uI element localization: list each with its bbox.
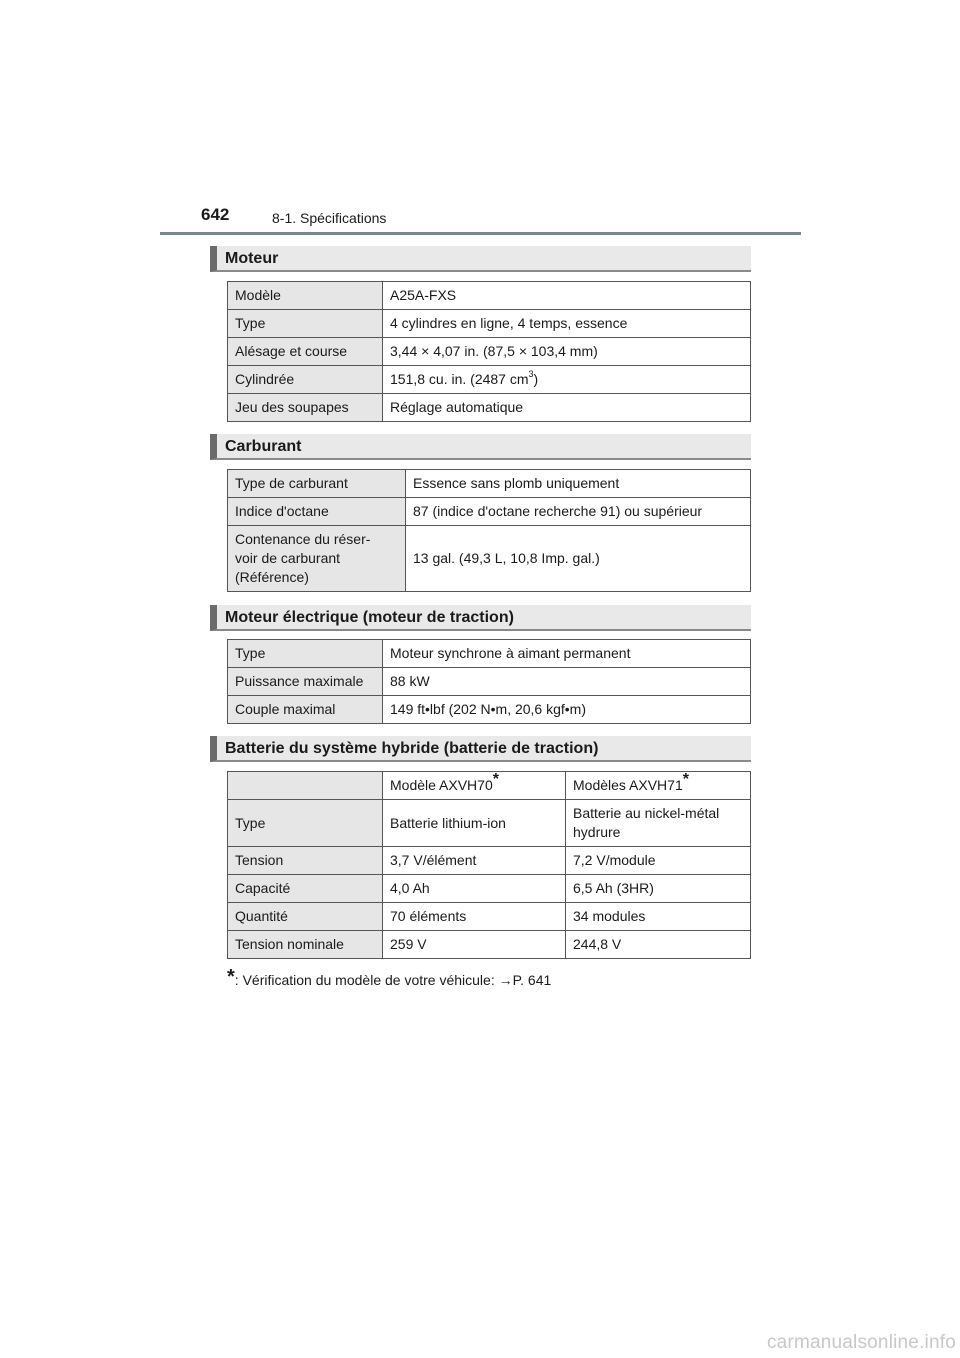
row-label: Jeu des soupapes	[228, 394, 383, 422]
value-line	[573, 804, 743, 823]
row-value: 149 ft•lbf (202 N•m, 20,6 kgf•m)	[383, 696, 751, 724]
table-batterie	[227, 771, 751, 959]
row-value: 87 (indice d'octane recherche 91) ou supérieur	[406, 498, 751, 526]
table-row	[228, 903, 751, 931]
label-line: voir de carburant	[235, 550, 341, 566]
row-value: A25A-FXS	[383, 282, 751, 310]
column-header-text: Modèle AXVH70	[390, 777, 493, 793]
row-value: 3,44 × 4,07 in. (87,5 × 103,4 mm)	[383, 338, 751, 366]
table-moteur	[227, 281, 751, 422]
row-value: Réglage automatique	[383, 394, 751, 422]
row-label: Cylindrée	[228, 366, 383, 394]
label-line: (Référence)	[235, 569, 309, 585]
row-value: 88 kW	[383, 668, 751, 696]
value-text: )	[533, 371, 539, 387]
section-heading-moteur-electrique: Moteur électrique (moteur de traction)	[210, 605, 751, 631]
footnote-text: : Vérification du modèle de votre véhicule: →P. 641	[234, 972, 552, 988]
row-label: Couple maximal	[228, 696, 383, 724]
column-header-text: Modèles AXVH71	[573, 777, 683, 793]
chapter-title: 8-1. Spécifications	[272, 210, 387, 226]
header-rule	[160, 232, 801, 235]
section-heading-carburant: Carburant	[210, 434, 751, 460]
row-value: Moteur synchrone à aimant permanent	[383, 640, 751, 668]
table-row	[228, 800, 751, 847]
row-value: 244,8 V	[566, 931, 751, 959]
page-number: 642	[201, 205, 230, 224]
row-label: Indice d'octane	[228, 498, 406, 526]
table-carburant	[227, 469, 751, 592]
column-header	[566, 772, 751, 800]
row-label: Quantité	[228, 903, 383, 931]
row-label	[228, 526, 406, 592]
section-heading-batterie: Batterie du système hybride (batterie de traction)	[210, 736, 751, 762]
footnote	[227, 966, 551, 989]
row-label: Type de carburant	[228, 470, 406, 498]
table-row	[228, 931, 751, 959]
table-row	[228, 526, 751, 592]
value-line-text: Batterie au nickel-métal	[573, 805, 720, 821]
row-label: Modèle	[228, 282, 383, 310]
header-empty-cell	[228, 772, 383, 800]
row-value: Batterie lithium-ion	[383, 800, 566, 847]
row-value: 7,2 V/module	[566, 847, 751, 875]
table-row	[228, 282, 751, 310]
table-row	[228, 366, 751, 394]
superscript: 3	[528, 369, 534, 379]
column-header	[383, 772, 566, 800]
row-label: Type	[228, 640, 383, 668]
row-value: 3,7 V/élément	[383, 847, 566, 875]
row-value	[566, 800, 751, 847]
footnote-star: *	[492, 771, 499, 788]
row-value: 70 éléments	[383, 903, 566, 931]
row-value: 6,5 Ah (3HR)	[566, 875, 751, 903]
table-row	[228, 310, 751, 338]
row-label: Tension nominale	[228, 931, 383, 959]
table-moteur-electrique	[227, 639, 751, 724]
row-label: Tension	[228, 847, 383, 875]
row-value: 4 cylindres en ligne, 4 temps, essence	[383, 310, 751, 338]
table-row	[228, 470, 751, 498]
table-row	[228, 847, 751, 875]
row-value: 4,0 Ah	[383, 875, 566, 903]
row-value: Essence sans plomb uniquement	[406, 470, 751, 498]
row-label: Alésage et course	[228, 338, 383, 366]
table-row	[228, 875, 751, 903]
table-row	[228, 668, 751, 696]
row-value: 34 modules	[566, 903, 751, 931]
table-row	[228, 640, 751, 668]
table-row	[228, 338, 751, 366]
row-label: Type	[228, 310, 383, 338]
table-row	[228, 394, 751, 422]
row-label: Puissance maximale	[228, 668, 383, 696]
table-row	[228, 696, 751, 724]
footnote-star: *	[227, 966, 235, 988]
row-label: Capacité	[228, 875, 383, 903]
label-line-text: Contenance du réser-	[235, 531, 371, 547]
row-value	[383, 366, 751, 394]
watermark: carmanualsonline.info	[766, 1332, 956, 1353]
section-heading-moteur: Moteur	[210, 246, 751, 272]
row-value: 259 V	[383, 931, 566, 959]
table-row	[228, 498, 751, 526]
value-line: hydrure	[573, 824, 621, 840]
row-value: 13 gal. (49,3 L, 10,8 Imp. gal.)	[406, 526, 751, 592]
table-header-row	[228, 772, 751, 800]
value-text: 151,8 cu. in. (2487 cm	[390, 371, 529, 387]
footnote-star: *	[682, 771, 689, 788]
label-line	[235, 530, 398, 549]
row-label: Type	[228, 800, 383, 847]
